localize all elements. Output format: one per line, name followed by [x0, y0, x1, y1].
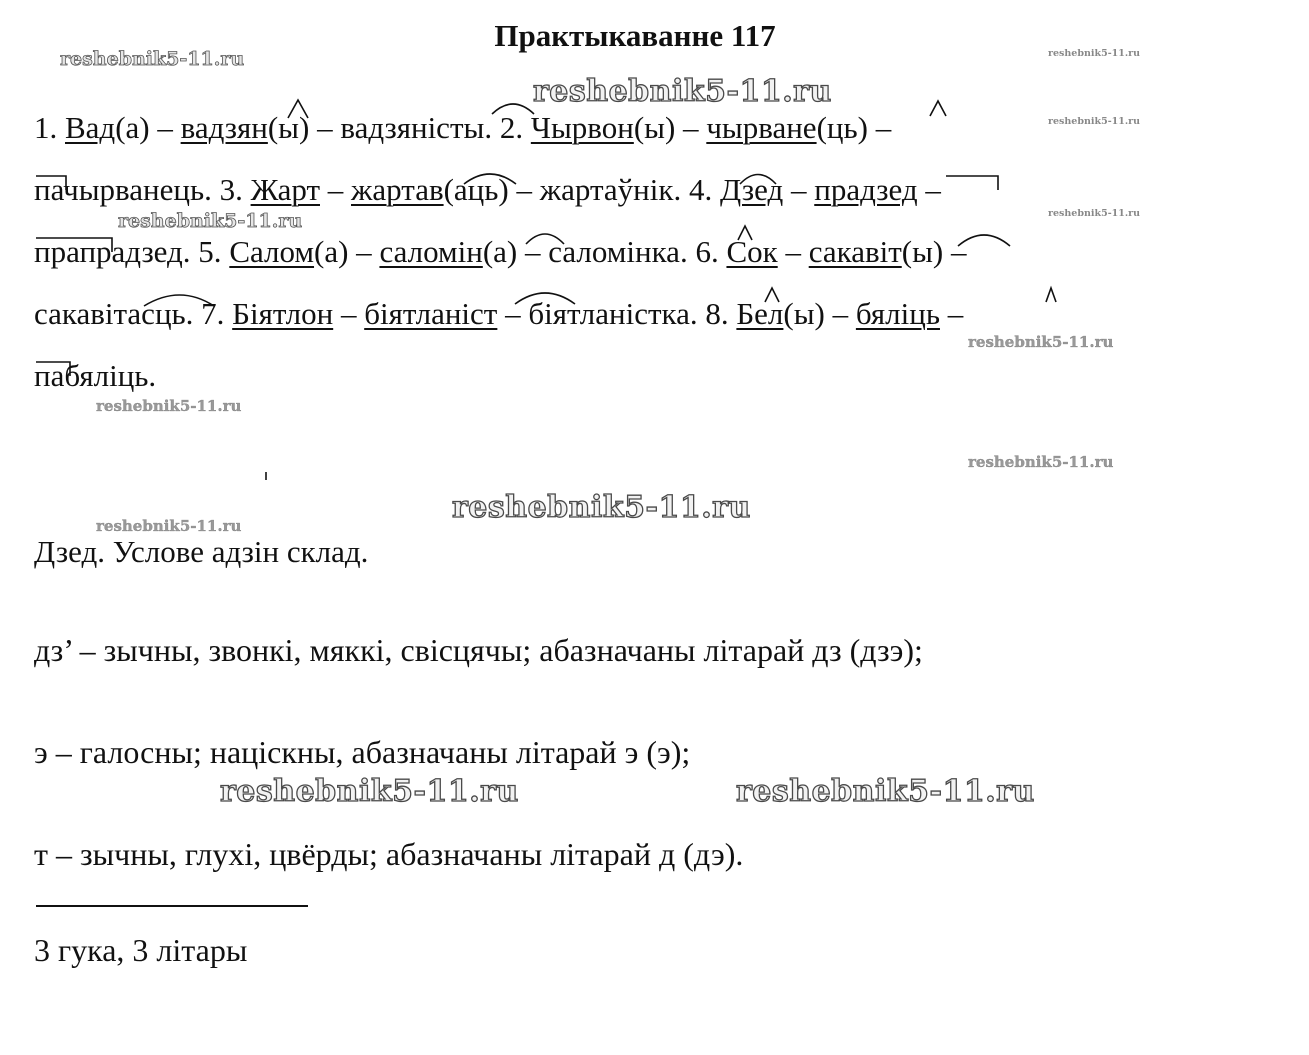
watermark: reshebnik5-11.ru — [220, 774, 519, 809]
root-word: Чырвон — [530, 110, 634, 145]
analysis-sound-1: дз’ – зычны, звонкі, мяккі, свісцячы; абазначаны літарай дз (дзэ); — [34, 632, 923, 668]
analysis-total: 3 гука, 3 літары — [34, 932, 248, 968]
analysis-heading: Дзед. Услове адзін склад. — [34, 534, 369, 569]
root-word: Салом — [229, 234, 315, 269]
exercise-line-5: пабяліць. — [34, 358, 157, 393]
watermark: reshebnik5-11.ru — [533, 74, 832, 109]
suffix-mark — [1046, 288, 1056, 302]
suffix-mark — [930, 101, 946, 116]
root-word: Сок — [726, 234, 778, 269]
root-word: Дзед — [719, 172, 784, 207]
exercise-line-4: сакавітасць. 7. Біятлон – біятланіст – біятланістка. 8. Бел(ы) – бяліць – — [34, 296, 964, 331]
watermark: reshebnik5-11.ru — [1048, 208, 1141, 219]
watermark: reshebnik5-11.ru — [1048, 48, 1141, 59]
watermark: reshebnik5-11.ru — [96, 397, 242, 415]
watermark: reshebnik5-11.ru — [60, 48, 245, 70]
root-word: жартав — [351, 172, 444, 207]
root-word: сакавіт — [808, 234, 902, 269]
root-word: вадзян — [180, 110, 268, 145]
root-word: Бел — [736, 296, 784, 331]
watermark: reshebnik5-11.ru — [96, 517, 242, 535]
root-word: Біятлон — [232, 296, 334, 331]
watermark: reshebnik5-11.ru — [968, 333, 1114, 351]
analysis-sound-2: э – галосны; націскны, абазначаны літарай э (э); — [34, 734, 691, 770]
root-word: саломін — [379, 234, 483, 269]
exercise-line-1: 1. Вад(а) – вадзян(ы) – вадзяністы. 2. Чырвон(ы) – чырване(ць) – — [34, 110, 892, 145]
root-word: бяліць — [855, 296, 940, 331]
root-word: чырване — [706, 110, 817, 145]
prefix-mark — [946, 176, 998, 190]
root-word: біятланіст — [364, 296, 498, 331]
watermark: reshebnik5-11.ru — [118, 210, 303, 232]
watermark: reshebnik5-11.ru — [1048, 116, 1141, 127]
analysis-sound-3: т – зычны, глухі, цвёрды; абазначаны літарай д (дэ). — [34, 836, 744, 872]
root-word: прадзед — [814, 172, 918, 207]
watermark: reshebnik5-11.ru — [452, 490, 751, 525]
watermark: reshebnik5-11.ru — [736, 774, 1035, 809]
root-word: Вад — [65, 110, 116, 145]
watermark: reshebnik5-11.ru — [968, 453, 1114, 471]
root-word: Жарт — [250, 172, 320, 207]
exercise-line-3: прапрадзед. 5. Салом(а) – саломін(а) – саломінка. 6. Сок – сакавіт(ы) – — [34, 234, 967, 269]
page-title: Практыкаванне 117 — [494, 18, 776, 53]
divider-line — [36, 905, 308, 907]
exercise-line-2: пачырванець. 3. Жарт – жартав(аць) – жартаўнік. 4. Дзед – прадзед – — [34, 172, 941, 207]
